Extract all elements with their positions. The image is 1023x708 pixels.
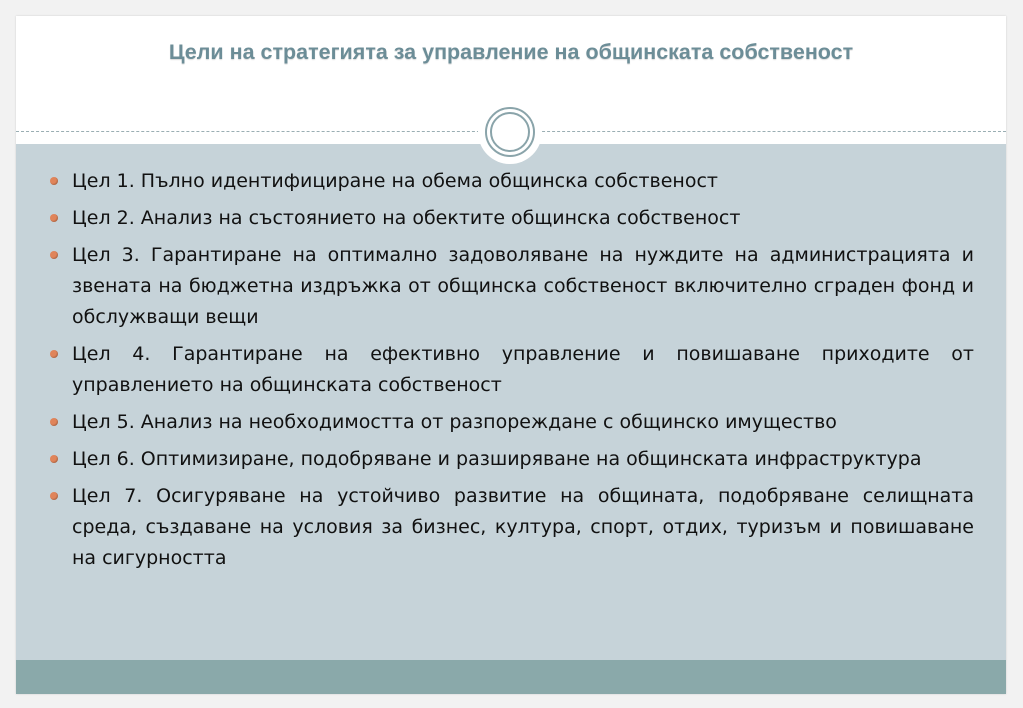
goal-text: Цел 7. Осигуряване на устойчиво развитие на общината, подобряване селищната среда, създаване на условия за бизнес, култура, спорт, отдих, туризъм и повишаване на сигурността [72, 485, 974, 569]
bullet-icon [50, 455, 58, 463]
slide [16, 16, 1006, 694]
goal-item-1 [50, 166, 974, 197]
bullet-icon [50, 214, 58, 222]
goal-item-4 [50, 339, 974, 401]
goal-text: Цел 3. Гарантиране на оптимално задоволяване на нуждите на администрацията и звената на бюджетна издръжка от общинска собственост включително сграден фонд и обслужващи вещи [72, 244, 974, 328]
goal-text: Цел 6. Оптимизиране, подобряване и разширяване на общинската инфраструктура [72, 448, 922, 470]
goal-text: Цел 1. Пълно идентифициране на обема общинска собственост [72, 170, 718, 192]
goal-text: Цел 4. Гарантиране на ефективно управление и повишаване приходите от управлението на общинската собственост [72, 343, 974, 396]
circle-ornament-icon [478, 100, 542, 164]
bullet-icon [50, 251, 58, 259]
ornament-inner-ring [490, 112, 530, 152]
slide-title: Цели на стратегията за управление на общинската собственост [168, 40, 854, 64]
goal-item-5 [50, 407, 974, 438]
goal-item-6 [50, 444, 974, 475]
ornament-outer-ring [485, 107, 535, 157]
bullet-icon [50, 492, 58, 500]
goal-text: Цел 5. Анализ на необходимостта от разпореждане с общинско имущество [72, 411, 837, 433]
bullet-icon [50, 350, 58, 358]
goal-item-7 [50, 481, 974, 574]
bullet-icon [50, 177, 58, 185]
goals-list [50, 166, 974, 580]
goal-item-2 [50, 203, 974, 234]
footer-band [16, 660, 1006, 694]
bullet-icon [50, 418, 58, 426]
goal-item-3 [50, 240, 974, 333]
goal-text: Цел 2. Анализ на състоянието на обектите общинска собственост [72, 207, 741, 229]
